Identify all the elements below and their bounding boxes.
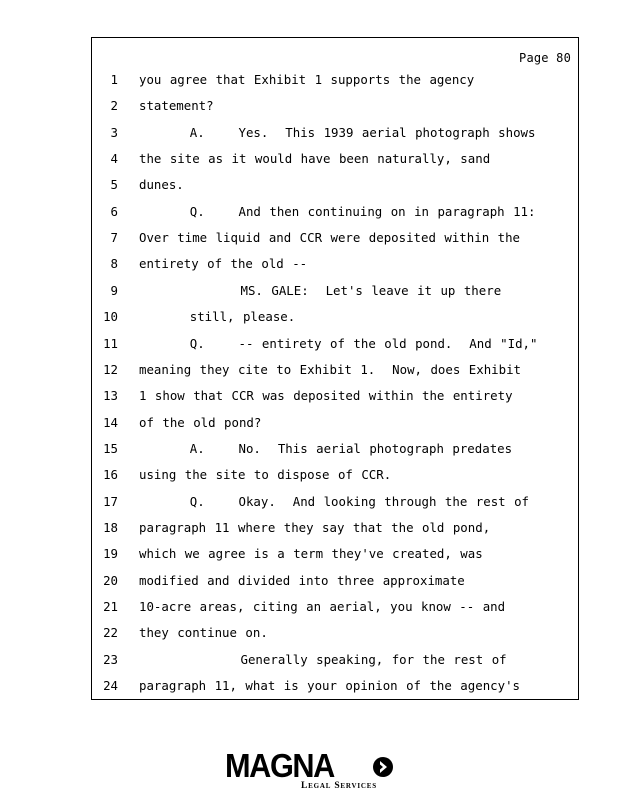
line-number: 13 [103, 388, 118, 404]
line-number: 18 [103, 519, 118, 535]
transcript-line [92, 307, 580, 327]
transcript-line [92, 386, 580, 406]
transcript-line [92, 149, 580, 169]
transcript-line [92, 413, 580, 433]
line-number: 14 [103, 414, 118, 430]
line-number: 19 [103, 546, 118, 562]
line-number: 5 [110, 177, 118, 193]
line-text: you agree that Exhibit 1 supports the agency [139, 72, 475, 87]
line-text: they continue on. [139, 625, 268, 641]
transcript-line [92, 492, 580, 512]
line-text: dunes. [139, 177, 184, 193]
transcript-line [92, 360, 580, 380]
line-number: 2 [110, 98, 118, 114]
line-text: still, please. [139, 309, 296, 325]
transcript-line [92, 96, 580, 116]
line-number: 8 [110, 256, 118, 272]
transcript-line [92, 175, 580, 195]
line-text: Generally speaking, for the rest of [139, 651, 507, 667]
page-number: Page 80 [519, 51, 571, 65]
line-number: 21 [103, 599, 118, 614]
line-text: A. Yes. This 1939 aerial photograph shows [139, 124, 536, 140]
line-number: 6 [110, 203, 118, 219]
transcript-line [92, 676, 580, 696]
chevron-right-circle-icon [372, 756, 394, 778]
transcript-line [92, 254, 580, 274]
logo-wordmark: MAGNA [225, 747, 334, 784]
logo-subtitle: Legal Services [301, 781, 377, 791]
transcript-line [92, 202, 580, 222]
line-text: paragraph 11 where they say that the old pond, [139, 519, 491, 535]
line-text: Q. Okay. And looking through the rest of [139, 493, 529, 509]
line-text: using the site to dispose of CCR. [139, 467, 392, 483]
line-number: 9 [110, 282, 118, 298]
line-number: 20 [103, 572, 118, 588]
transcript-line [92, 623, 580, 643]
line-number: 24 [103, 678, 118, 694]
transcript-line [92, 544, 580, 564]
line-text: meaning they cite to Exhibit 1. Now, does Exhibit [139, 361, 521, 377]
line-text: 1 show that CCR was deposited within the entirety [139, 388, 513, 404]
transcript-line [92, 465, 580, 485]
line-number: 12 [103, 361, 118, 377]
line-text: Over time liquid and CCR were deposited within the [139, 230, 520, 246]
transcript-line [92, 518, 580, 538]
transcript-line [92, 123, 580, 143]
transcript-page [91, 37, 579, 700]
transcript-line [92, 571, 580, 591]
line-text: which we agree is a term they've created, was [139, 546, 483, 562]
line-number: 11 [103, 335, 118, 351]
line-number: 17 [103, 493, 118, 509]
line-number: 22 [103, 625, 118, 641]
transcript-line [92, 597, 580, 617]
line-text: the site as it would have been naturally, sand [139, 151, 491, 167]
line-number: 23 [103, 651, 118, 667]
line-number: 16 [103, 467, 118, 483]
line-text: statement? [139, 98, 214, 114]
transcript-line [92, 439, 580, 459]
line-text: A. No. This aerial photograph predates [139, 440, 513, 456]
transcript-line [92, 281, 580, 301]
line-text: Q. And then continuing on in paragraph 11: [139, 203, 536, 219]
line-text: MS. GALE: Let's leave it up there [139, 282, 502, 298]
line-text: entirety of the old -- [139, 256, 308, 272]
transcript-line [92, 334, 580, 354]
line-number: 7 [110, 230, 118, 246]
line-text: Q. -- entirety of the old pond. And "Id," [139, 335, 538, 351]
transcript-line [92, 650, 580, 670]
line-text: paragraph 11, what is your opinion of the agency's [139, 678, 520, 694]
line-number: 15 [103, 440, 118, 456]
line-number: 1 [110, 72, 118, 87]
line-number: 10 [103, 309, 118, 325]
line-number: 3 [110, 124, 118, 140]
line-text: 10-acre areas, citing an aerial, you know -- and [139, 599, 506, 614]
magna-logo [225, 748, 395, 794]
transcript-line [92, 70, 580, 90]
line-text: modified and divided into three approximate [139, 572, 465, 588]
transcript-line [92, 228, 580, 248]
line-number: 4 [110, 151, 118, 167]
line-text: of the old pond? [139, 414, 262, 430]
